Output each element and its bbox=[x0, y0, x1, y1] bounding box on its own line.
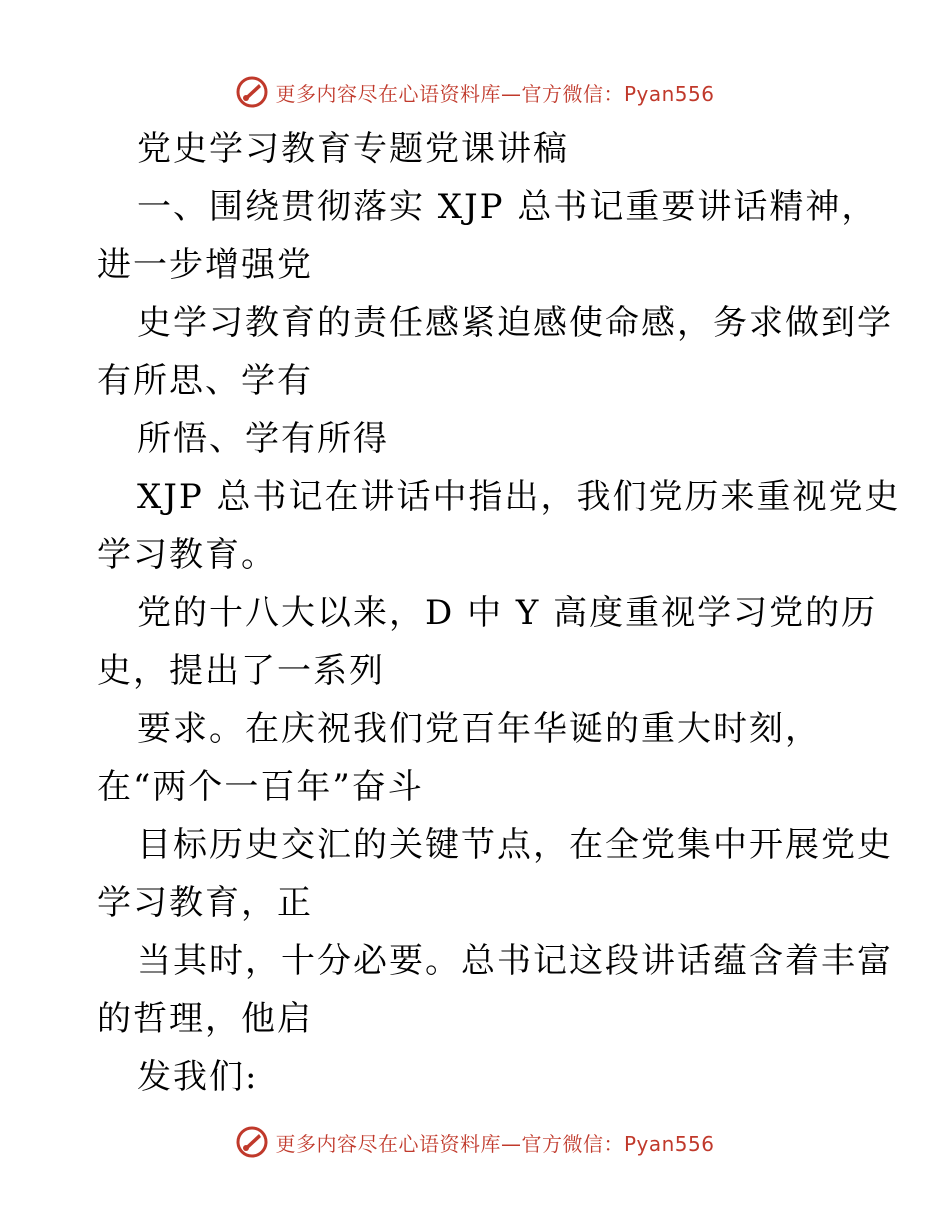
text-line: 在“两个一百年”奋斗 bbox=[97, 767, 424, 807]
watermark-logo-icon bbox=[235, 75, 269, 109]
watermark-text: 更多内容尽在心语资料库—官方微信：Pyan556 bbox=[275, 81, 715, 106]
text-line: 史，提出了一系列 bbox=[97, 651, 385, 691]
document-title: 党史学习教育专题党课讲稿 bbox=[137, 129, 569, 169]
text-line: 有所思、学有 bbox=[97, 361, 313, 401]
text-line: 当其时，十分必要。总书记这段讲话蕴含着丰富 bbox=[137, 941, 893, 981]
text-line: 发我们: bbox=[137, 1057, 259, 1097]
watermark-text: 更多内容尽在心语资料库—官方微信：Pyan556 bbox=[275, 1131, 715, 1156]
watermark-header bbox=[0, 72, 950, 112]
text-line: 的哲理，他启 bbox=[97, 999, 313, 1039]
text-line: 党的十八大以来，D 中 Y 高度重视学习党的历 bbox=[137, 593, 878, 633]
watermark-logo-icon bbox=[235, 1125, 269, 1159]
text-line: 要求。在庆祝我们党百年华诞的重大时刻， bbox=[137, 709, 821, 749]
text-line: 目标历史交汇的关键节点，在全党集中开展党史 bbox=[137, 825, 893, 865]
text-line: 史学习教育的责任感紧迫感使命感，务求做到学 bbox=[137, 303, 893, 343]
text-line: 一、围绕贯彻落实 XJP 总书记重要讲话精神， bbox=[137, 187, 878, 227]
document-body bbox=[97, 120, 901, 1106]
text-line: 学习教育。 bbox=[97, 535, 277, 575]
text-line: XJP 总书记在讲话中指出，我们党历来重视党史 bbox=[137, 477, 901, 517]
text-line: 所悟、学有所得 bbox=[137, 419, 389, 459]
watermark-footer bbox=[0, 1122, 950, 1162]
text-line: 进一步增强党 bbox=[97, 245, 313, 285]
text-line: 学习教育，正 bbox=[97, 883, 313, 923]
